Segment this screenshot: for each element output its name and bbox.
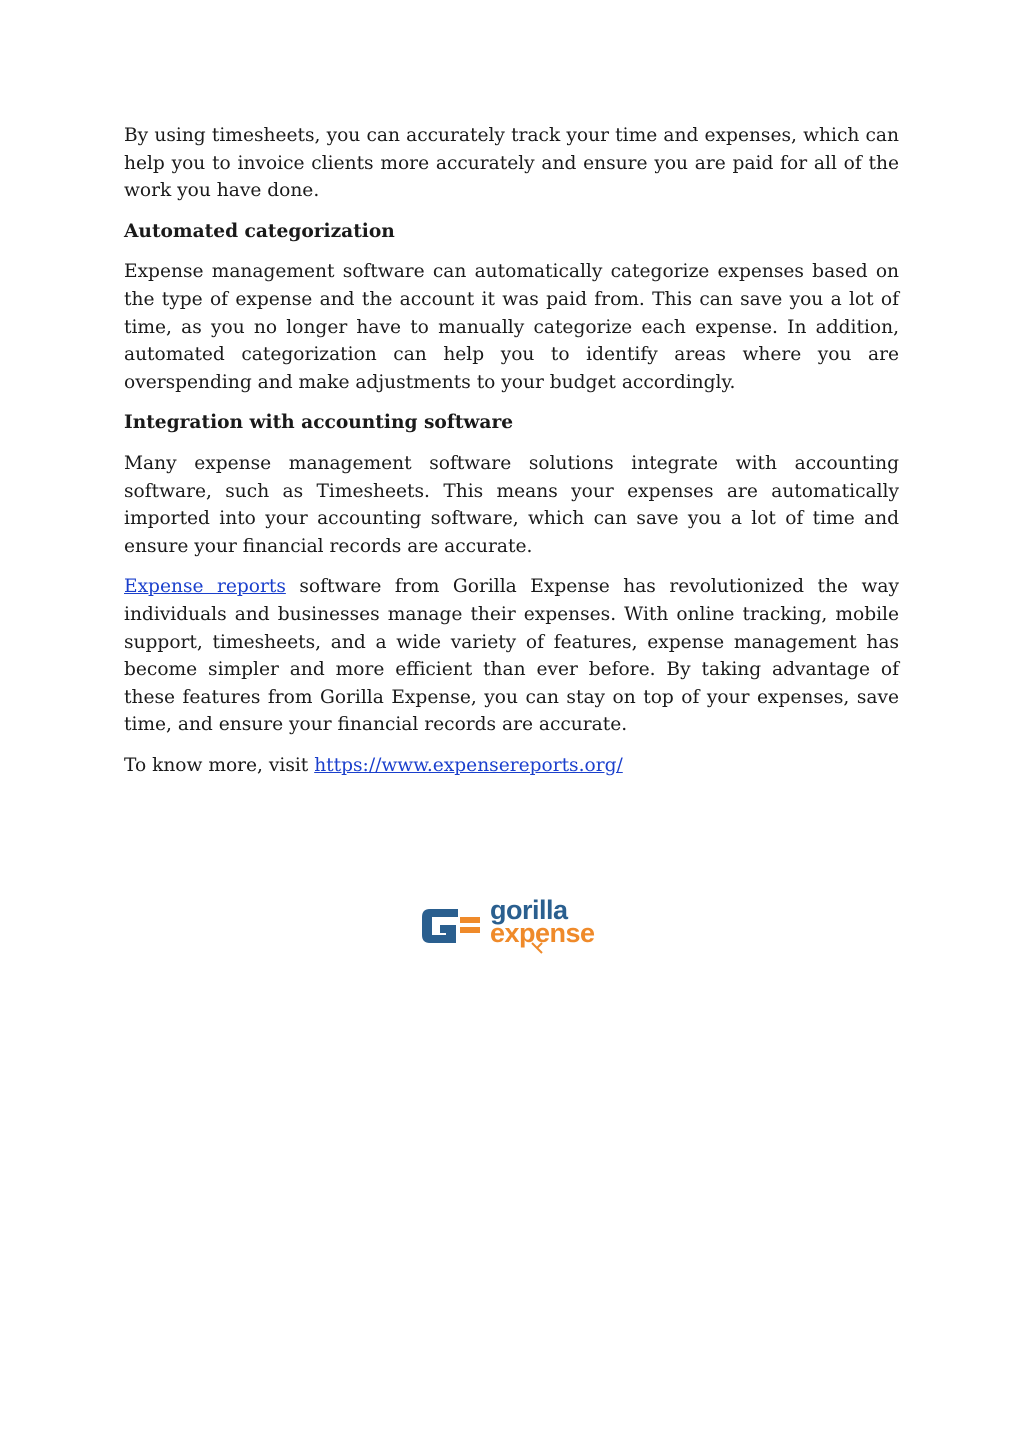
heading-automated-categorization: Automated categorization xyxy=(124,220,395,242)
paragraph-timesheets: By using timesheets, you can accurately track your time and expenses, which can help you to invoice clients more accurately and ensure you are paid for all of the work you have done. xyxy=(124,125,899,202)
paragraph-integration-accounting: Many expense management software solutions integrate with accounting software, such as Timesheets. This means your expenses are automatically imported into your accounting software, which can save you a lot of time and ensure your financial records are accurate. xyxy=(124,452,899,557)
logo-word-gorilla: gorilla xyxy=(490,895,568,925)
paragraph-automated-categorization: Expense management software can automatically categorize expenses based on the type of expense and the account it was paid from. This can save you a lot of time, as you no longer have to manually categorize each expense. In addition, automated categorization can help you to identify areas where you are overspending and make adjustments to your budget accordingly. xyxy=(124,261,899,393)
paragraph-closing xyxy=(124,752,899,780)
closing-text: To know more, visit xyxy=(124,754,315,776)
logo-word-expense: expense xyxy=(490,918,595,948)
expense-reports-link[interactable]: Expense reports xyxy=(124,576,286,598)
heading-integration-accounting: Integration with accounting software xyxy=(124,412,514,434)
logo-swoosh-icon xyxy=(530,941,544,955)
gorilla-expense-logo xyxy=(418,893,618,955)
gorilla-expense-logo-icon xyxy=(418,903,484,949)
document-body xyxy=(124,122,899,792)
website-link[interactable]: https://www.expensereports.org/ xyxy=(314,754,623,776)
paragraph-expense-reports-text: software from Gorilla Expense has revolutionized the way individuals and businesses manage their expenses. With online tracking, mobile support, timesheets, and a wide variety of features, expense management has become simpler and more efficient than ever before. By taking advantage of these features from Gorilla Expense, you can stay on top of your expenses, save time, and ensure your financial records are accurate. xyxy=(124,576,899,736)
paragraph-expense-reports xyxy=(124,573,899,739)
